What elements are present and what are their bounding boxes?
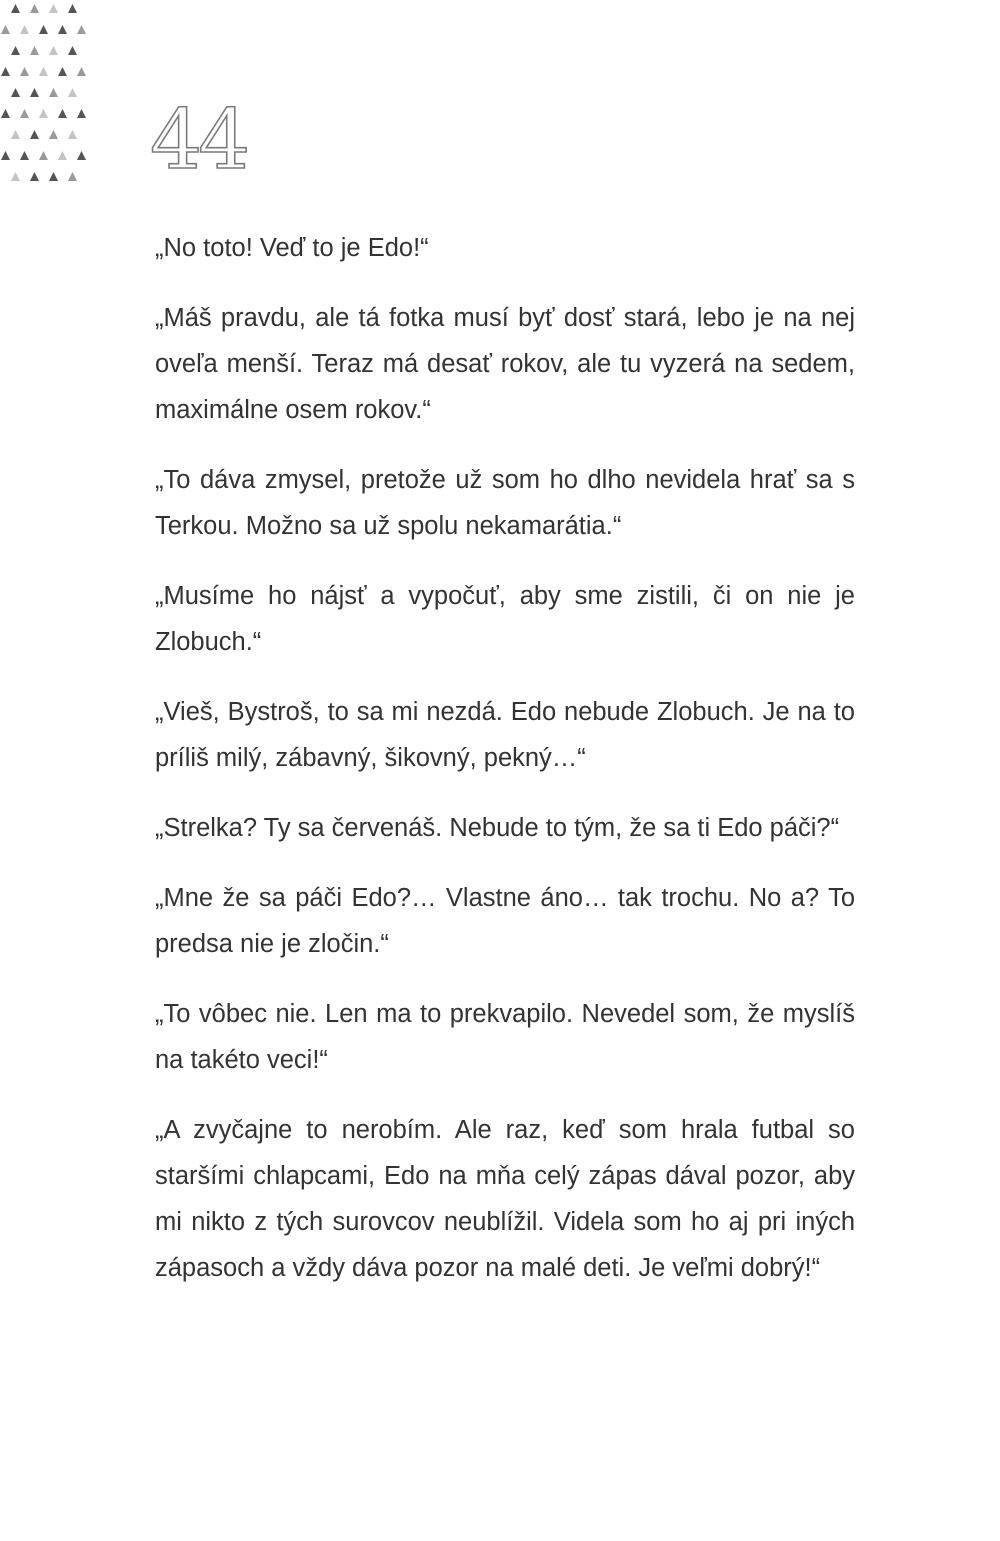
triangle-shape: [1, 109, 10, 118]
triangle-shape: [30, 88, 39, 97]
triangle-shape: [20, 25, 29, 34]
triangle-shape: [77, 151, 86, 160]
triangle-shape: [11, 46, 20, 55]
triangle-shape: [58, 25, 67, 34]
triangle-shape: [20, 67, 29, 76]
chapter-number: 44: [150, 93, 247, 188]
paragraph: „No toto! Veď to je Edo!“: [155, 234, 429, 262]
triangle-shape: [49, 88, 58, 97]
triangle-shape: [30, 172, 39, 181]
triangle-shape: [1, 67, 10, 76]
triangle-shape: [20, 151, 29, 160]
triangle-shape: [1, 151, 10, 160]
triangle-shape: [77, 109, 86, 118]
paragraph: „To dáva zmysel, pretože už som ho dlho nevidela hrať sa s Terkou. Možno sa už spolu nekamarátia.“: [155, 466, 855, 540]
triangle-shape: [68, 172, 77, 181]
triangle-shape: [39, 151, 48, 160]
triangle-shape: [11, 4, 20, 13]
triangle-shape: [11, 88, 20, 97]
triangle-shape: [20, 109, 29, 118]
triangle-shape: [49, 130, 58, 139]
paragraph: „Strelka? Ty sa červenáš. Nebude to tým, že sa ti Edo páči?“: [155, 814, 840, 842]
triangle-shape: [68, 4, 77, 13]
triangle-shape: [49, 46, 58, 55]
triangle-shape: [30, 130, 39, 139]
triangle-shape: [58, 151, 67, 160]
paragraph: „Vieš, Bystroš, to sa mi nezdá. Edo nebude Zlobuch. Je na to príliš milý, zábavný, šikovný, pekný…“: [155, 698, 855, 772]
paragraph: „Mne že sa páči Edo?… Vlastne áno… tak trochu. No a? To predsa nie je zločin.“: [155, 884, 855, 958]
triangle-shape: [49, 4, 58, 13]
triangle-shape: [68, 88, 77, 97]
triangle-shape: [58, 109, 67, 118]
triangle-shape: [30, 4, 39, 13]
triangle-shape: [77, 25, 86, 34]
triangle-shape: [39, 25, 48, 34]
chapter-text: [155, 225, 855, 1315]
triangle-shape: [39, 109, 48, 118]
triangle-shape: [11, 130, 20, 139]
triangle-shape: [58, 67, 67, 76]
paragraph: „Musíme ho nájsť a vypočuť, aby sme zistili, či on nie je Zlobuch.“: [155, 582, 855, 656]
triangle-shape: [39, 67, 48, 76]
triangle-shape: [68, 46, 77, 55]
triangle-shape: [77, 67, 86, 76]
triangle-shape: [1, 25, 10, 34]
paragraph: „A zvyčajne to nerobím. Ale raz, keď som hrala futbal so staršími chlapcami, Edo na mňa celý zápas dával pozor, aby mi nikto z tých surovcov neublížil. Videla som ho aj pri iných zápasoch a vždy dáva pozor na malé deti. Je veľmi dobrý!“: [155, 1116, 855, 1282]
triangle-shape: [68, 130, 77, 139]
paragraph: „Máš pravdu, ale tá fotka musí byť dosť stará, lebo je na nej oveľa menší. Teraz má desať rokov, ale tu vyzerá na sedem, maximálne osem rokov.“: [155, 304, 855, 424]
triangle-shape: [30, 46, 39, 55]
paragraph: „To vôbec nie. Len ma to prekvapilo. Nevedel som, že myslíš na takéto veci!“: [155, 1000, 855, 1074]
triangle-pattern-icon: [0, 0, 92, 190]
triangle-shape: [49, 172, 58, 181]
triangle-shape: [11, 172, 20, 181]
